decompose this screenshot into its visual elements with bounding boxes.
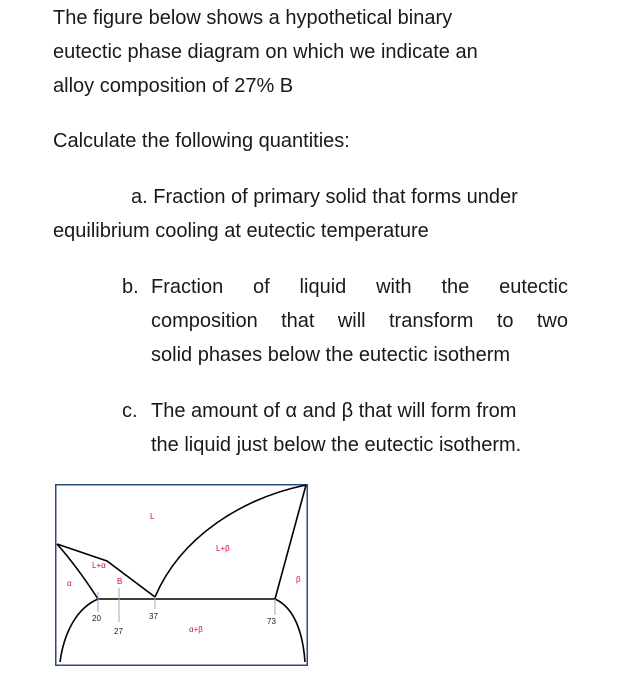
intro-paragraph: [53, 1, 573, 103]
composition-label-73: 73: [267, 617, 276, 626]
question-marker: b.: [122, 276, 139, 298]
solidus-alpha-line: [57, 544, 98, 599]
question-text: Fraction of primary solid that forms under: [153, 186, 518, 208]
question-a-first-line: [53, 180, 573, 214]
intro-line: The figure below shows a hypothetical binary: [53, 7, 453, 29]
question-c: [122, 394, 568, 462]
label-alpha-beta: α+β: [189, 625, 203, 634]
question-marker: a.: [131, 186, 148, 208]
diagram-frame-border: [56, 485, 308, 666]
label-composition-b: B: [117, 577, 123, 586]
label-liquid-alpha: L+α: [92, 561, 106, 570]
intro-line: eutectic phase diagram on which we indicate an: [53, 41, 478, 63]
liquidus-beta-line: [155, 485, 306, 597]
composition-label-20: 20: [92, 614, 101, 623]
composition-label-27: 27: [114, 627, 123, 636]
label-liquid-beta: L+β: [216, 544, 230, 553]
question-marker: c.: [122, 400, 138, 422]
question-b: [122, 270, 568, 372]
composition-label-37: 37: [149, 612, 158, 621]
liquidus-alpha-line: [57, 544, 155, 597]
question-text: the liquid just below the eutectic isotherm.: [151, 434, 522, 456]
question-text: solid phases below the eutectic isotherm: [151, 344, 511, 366]
solidus-beta-line: [275, 485, 306, 599]
question-a: [53, 180, 573, 248]
intro-line: alloy composition of 27% B: [53, 75, 294, 97]
label-beta: β: [296, 575, 301, 584]
question-text: Fraction of liquid with the eutectic: [151, 276, 568, 298]
question-text: equilibrium cooling at eutectic temperature: [53, 220, 429, 242]
question-text: composition that will transform to two: [151, 310, 568, 332]
calculate-prompt: Calculate the following quantities:: [53, 130, 350, 152]
label-alpha: α: [67, 579, 72, 588]
question-text: The amount of α and β that will form from: [151, 400, 517, 422]
solvus-alpha-line: [60, 599, 98, 662]
solvus-beta-line: [275, 599, 305, 662]
phase-diagram: [55, 484, 308, 666]
label-liquid: L: [150, 512, 155, 521]
